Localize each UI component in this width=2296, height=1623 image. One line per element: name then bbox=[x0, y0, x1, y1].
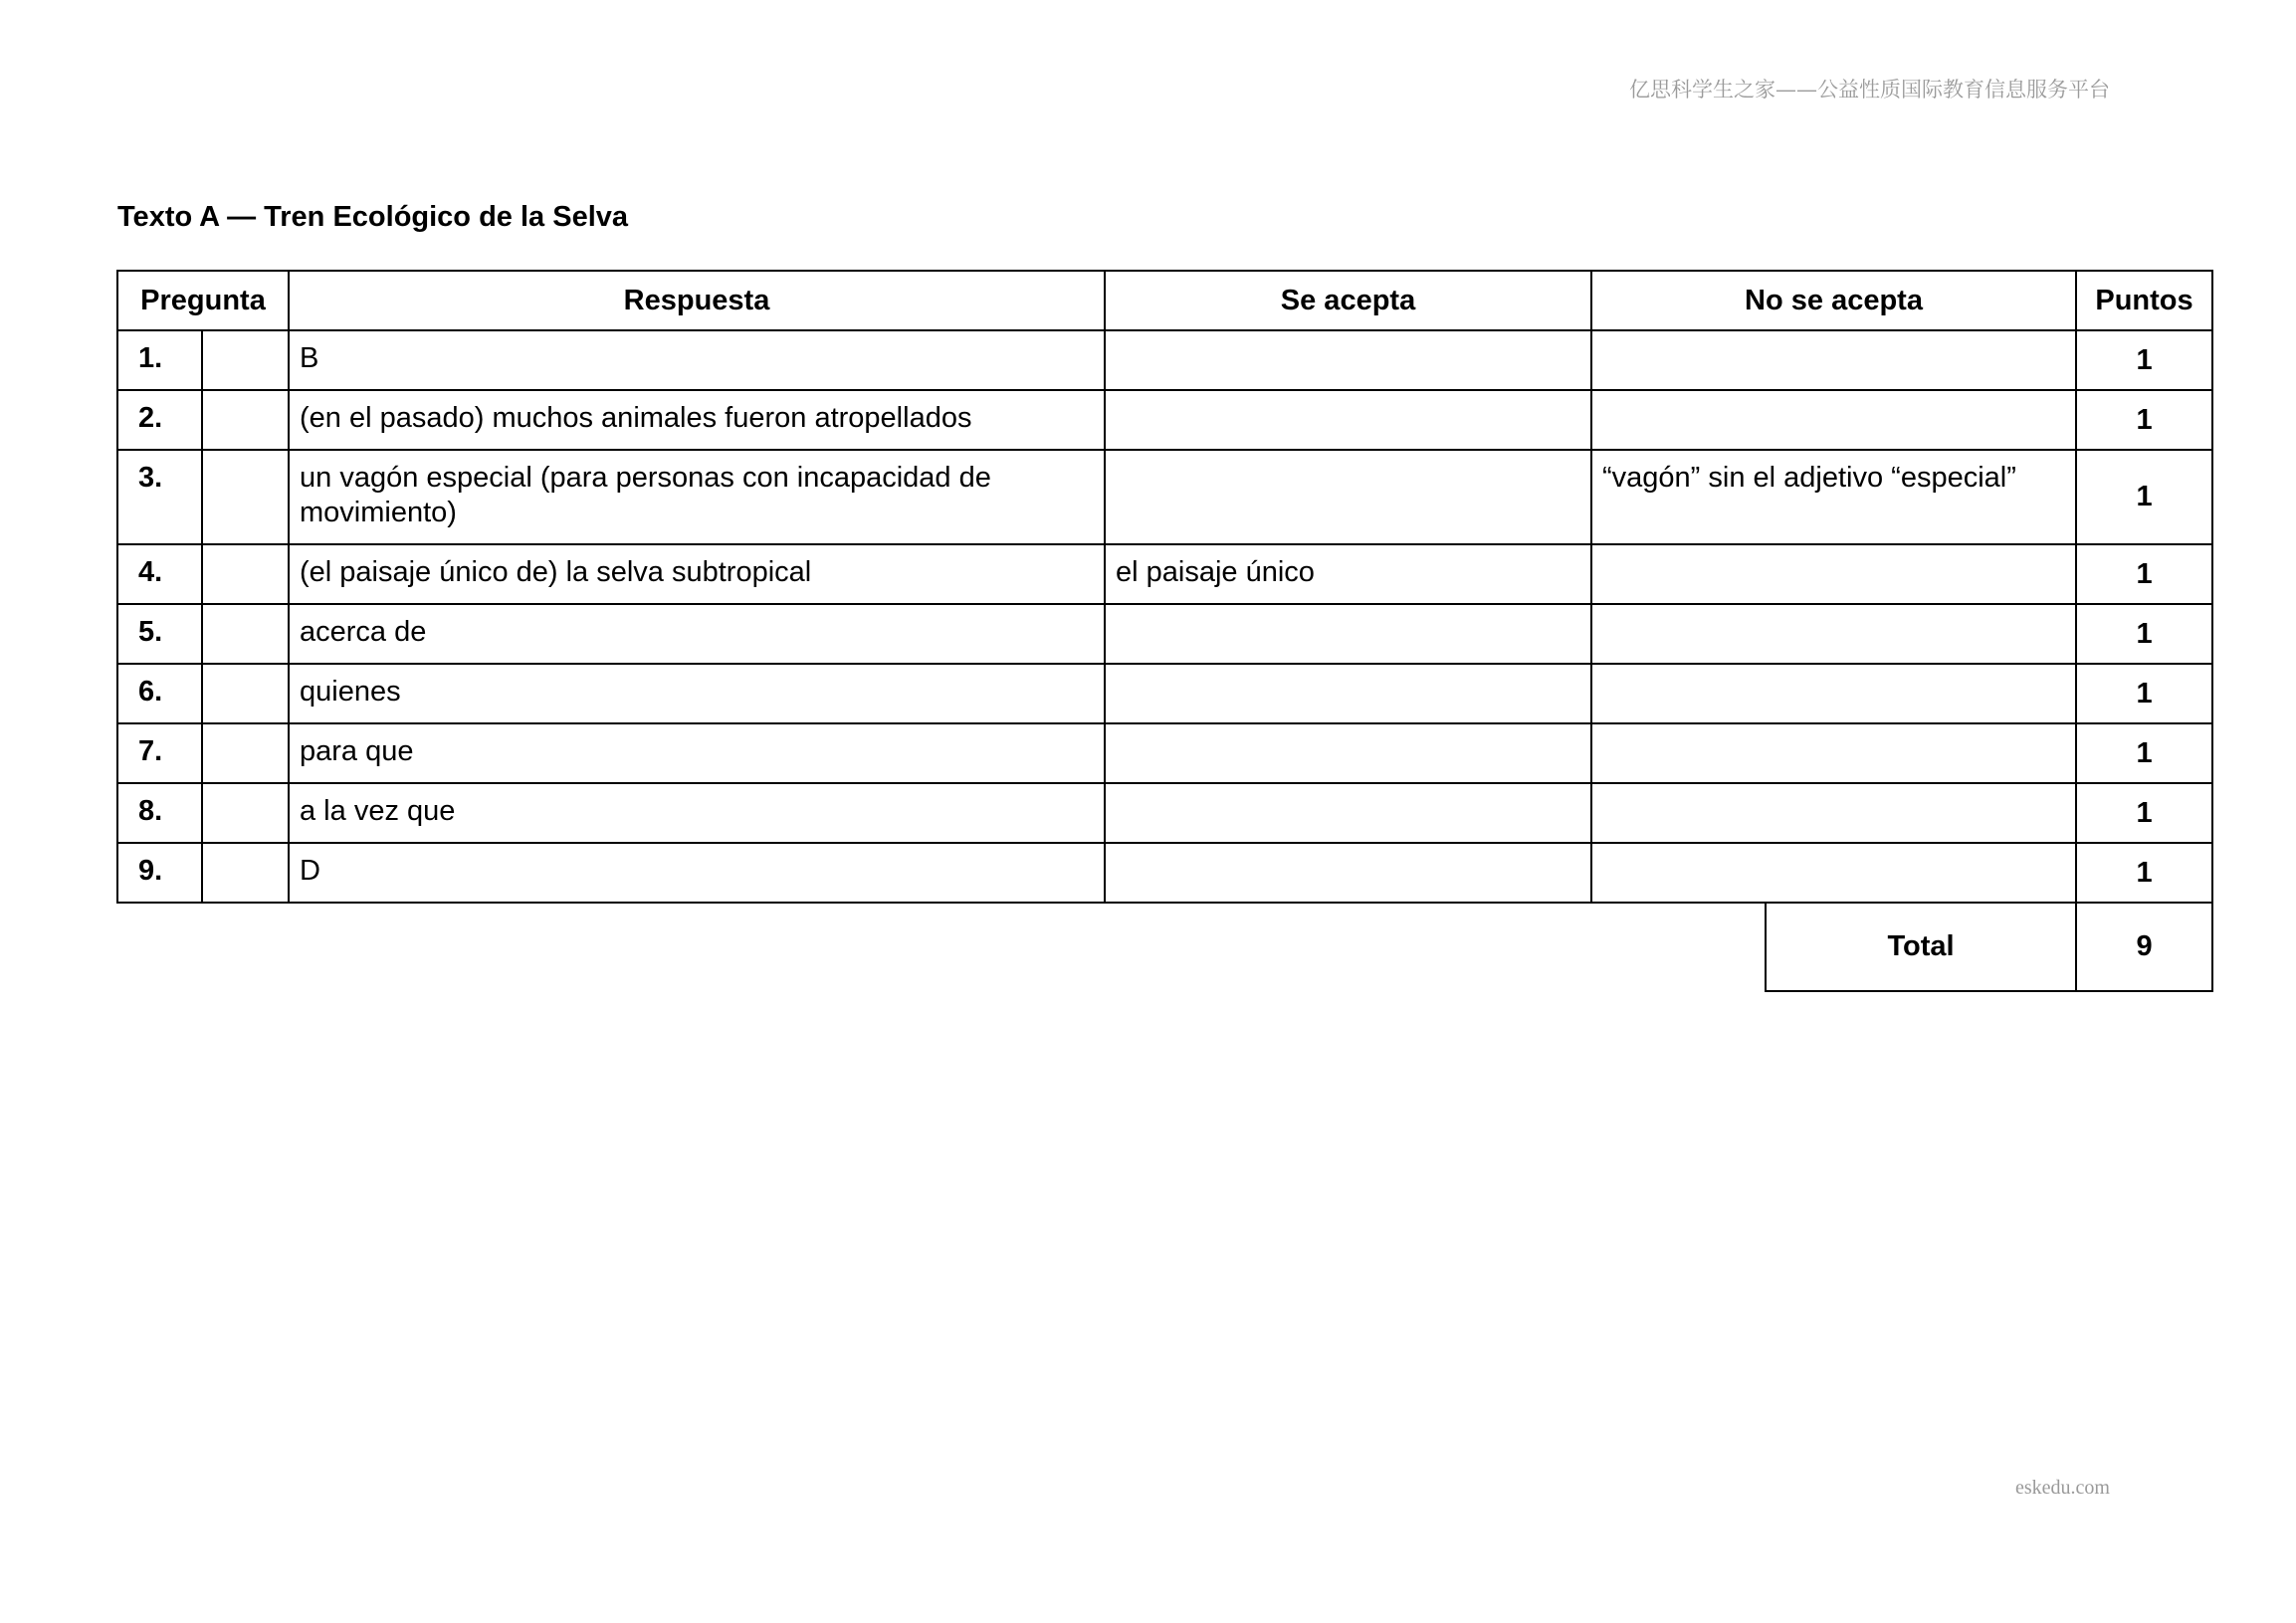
answer-cell: D bbox=[289, 843, 1105, 903]
accepted-cell bbox=[1105, 604, 1591, 664]
points-cell: 1 bbox=[2076, 330, 2212, 390]
accepted-cell bbox=[1105, 723, 1591, 783]
not-accepted-cell bbox=[1591, 604, 2076, 664]
question-number: 7. bbox=[117, 723, 202, 783]
blank-cell bbox=[202, 390, 289, 450]
table-header-row bbox=[117, 271, 2212, 330]
blank-cell bbox=[202, 330, 289, 390]
accepted-cell: el paisaje único bbox=[1105, 544, 1591, 604]
points-cell: 1 bbox=[2076, 783, 2212, 843]
accepted-cell bbox=[1105, 843, 1591, 903]
blank-cell bbox=[202, 450, 289, 544]
question-number: 5. bbox=[117, 604, 202, 664]
header-puntos: Puntos bbox=[2076, 271, 2212, 330]
table-row bbox=[117, 723, 2212, 783]
empty-space bbox=[117, 903, 1766, 991]
not-accepted-cell bbox=[1591, 723, 2076, 783]
table-row bbox=[117, 544, 2212, 604]
header-se-acepta: Se acepta bbox=[1105, 271, 1591, 330]
table-row bbox=[117, 450, 2212, 544]
header-no-se-acepta: No se acepta bbox=[1591, 271, 2076, 330]
points-cell: 1 bbox=[2076, 390, 2212, 450]
watermark-top: 亿思科学生之家——公益性质国际教育信息服务平台 bbox=[1629, 78, 2110, 101]
blank-cell bbox=[202, 544, 289, 604]
points-cell: 1 bbox=[2076, 723, 2212, 783]
accepted-cell bbox=[1105, 390, 1591, 450]
points-cell: 1 bbox=[2076, 843, 2212, 903]
points-cell: 1 bbox=[2076, 604, 2212, 664]
answer-cell: a la vez que bbox=[289, 783, 1105, 843]
question-number: 1. bbox=[117, 330, 202, 390]
total-row bbox=[117, 903, 2212, 991]
points-cell: 1 bbox=[2076, 544, 2212, 604]
answer-cell: acerca de bbox=[289, 604, 1105, 664]
question-number: 2. bbox=[117, 390, 202, 450]
not-accepted-cell bbox=[1591, 843, 2076, 903]
table-row bbox=[117, 604, 2212, 664]
watermark-bottom: eskedu.com bbox=[2015, 1477, 2110, 1499]
question-number: 4. bbox=[117, 544, 202, 604]
answer-cell: un vagón especial (para personas con incapacidad de movimiento) bbox=[289, 450, 1105, 544]
question-number: 6. bbox=[117, 664, 202, 723]
total-value: 9 bbox=[2076, 903, 2212, 991]
answer-cell: para que bbox=[289, 723, 1105, 783]
blank-cell bbox=[202, 604, 289, 664]
blank-cell bbox=[202, 843, 289, 903]
accepted-cell bbox=[1105, 664, 1591, 723]
table-row bbox=[117, 783, 2212, 843]
not-accepted-cell bbox=[1591, 544, 2076, 604]
blank-cell bbox=[202, 664, 289, 723]
not-accepted-cell bbox=[1591, 664, 2076, 723]
answer-cell: (en el pasado) muchos animales fueron atropellados bbox=[289, 390, 1105, 450]
blank-cell bbox=[202, 723, 289, 783]
not-accepted-cell bbox=[1591, 390, 2076, 450]
question-number: 9. bbox=[117, 843, 202, 903]
question-number: 3. bbox=[117, 450, 202, 544]
not-accepted-cell bbox=[1591, 783, 2076, 843]
total-label: Total bbox=[1766, 903, 2076, 991]
answer-cell: B bbox=[289, 330, 1105, 390]
points-cell: 1 bbox=[2076, 450, 2212, 544]
question-number: 8. bbox=[117, 783, 202, 843]
header-respuesta: Respuesta bbox=[289, 271, 1105, 330]
table-row bbox=[117, 843, 2212, 903]
accepted-cell bbox=[1105, 783, 1591, 843]
points-cell: 1 bbox=[2076, 664, 2212, 723]
accepted-cell bbox=[1105, 330, 1591, 390]
not-accepted-cell: “vagón” sin el adjetivo “especial” bbox=[1591, 450, 2076, 544]
not-accepted-cell bbox=[1591, 330, 2076, 390]
table-row bbox=[117, 330, 2212, 390]
blank-cell bbox=[202, 783, 289, 843]
answer-cell: quienes bbox=[289, 664, 1105, 723]
section-title: Texto A — Tren Ecológico de la Selva bbox=[117, 201, 629, 233]
accepted-cell bbox=[1105, 450, 1591, 544]
answer-table bbox=[116, 270, 2213, 992]
answer-cell: (el paisaje único de) la selva subtropical bbox=[289, 544, 1105, 604]
table-row bbox=[117, 664, 2212, 723]
header-pregunta: Pregunta bbox=[117, 271, 289, 330]
table-row bbox=[117, 390, 2212, 450]
